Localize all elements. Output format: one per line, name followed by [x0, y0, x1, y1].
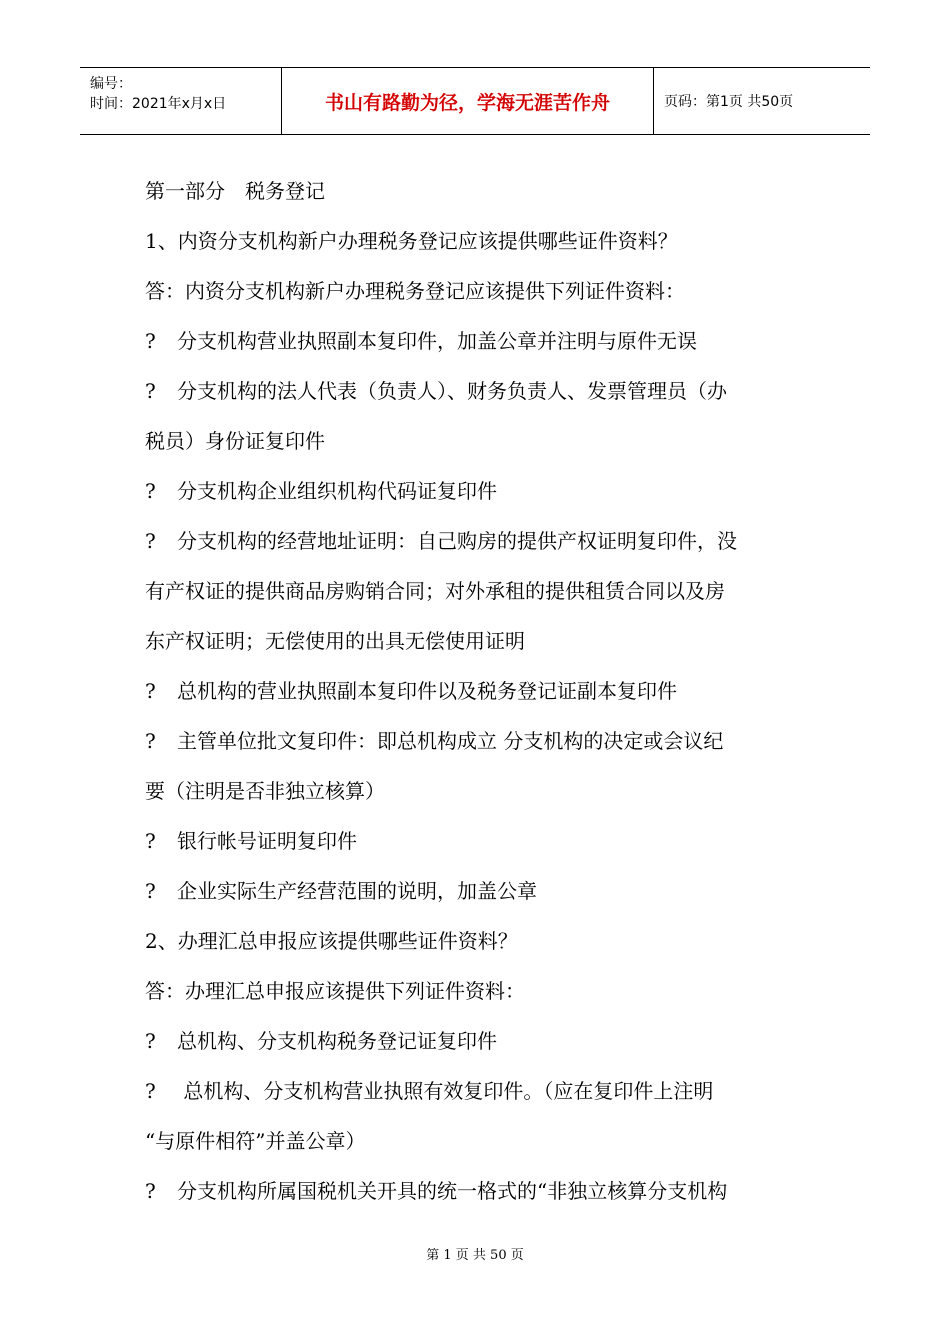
text-line: [145, 416, 810, 466]
text-line: [145, 766, 810, 816]
bullet-marker: ?: [145, 1029, 156, 1053]
line-text: 主管单位批文复印件：即总机构成立 分支机构的决定或会议纪: [177, 729, 724, 753]
text-line: [145, 466, 810, 516]
line-text: 1、内资分支机构新户办理税务登记应该提供哪些证件资料？: [145, 229, 678, 253]
document-header: [80, 67, 870, 135]
text-line: [145, 216, 810, 266]
text-line: [145, 366, 810, 416]
bullet-marker: ?: [145, 729, 156, 753]
line-text: 分支机构所属国税机关开具的统一格式的“非独立核算分支机构: [177, 1179, 728, 1203]
bullet-marker: ?: [145, 1179, 156, 1203]
bullet-marker: ?: [145, 829, 156, 853]
text-line: [145, 716, 810, 766]
line-text: 要（注明是否非独立核算）: [145, 779, 385, 803]
line-text: 2、办理汇总申报应该提供哪些证件资料？: [145, 929, 518, 953]
time-label: 时间：2021年x月x日: [90, 96, 227, 112]
line-text: 银行帐号证明复印件: [177, 829, 357, 853]
line-text: 总机构、分支机构税务登记证复印件: [177, 1029, 497, 1053]
text-line: [145, 1166, 810, 1216]
text-line: [145, 616, 810, 666]
text-line: [145, 1066, 810, 1116]
line-text: 答：办理汇总申报应该提供下列证件资料：: [145, 979, 525, 1003]
line-text: 税员）身份证复印件: [145, 429, 325, 453]
text-line: [145, 566, 810, 616]
document-body: [145, 166, 810, 1216]
bullet-marker: ?: [145, 679, 156, 703]
header-page-info: 页码：第1页 共50页: [664, 94, 794, 110]
line-text: 总机构、分支机构营业执照有效复印件。（应在复印件上注明: [177, 1079, 714, 1103]
text-line: [145, 1116, 810, 1166]
text-line: [145, 966, 810, 1016]
line-text: 企业实际生产经营范围的说明，加盖公章: [177, 879, 537, 903]
bullet-marker: ?: [145, 479, 156, 503]
text-line: [145, 266, 810, 316]
text-line: [145, 916, 810, 966]
line-text: 分支机构营业执照副本复印件，加盖公章并注明与原件无误: [177, 329, 697, 353]
header-meta: [80, 68, 282, 134]
line-text: 第一部分 税务登记: [145, 179, 325, 203]
bullet-marker: ?: [145, 879, 156, 903]
line-text: 东产权证明；无偿使用的出具无偿使用证明: [145, 629, 525, 653]
text-line: [145, 666, 810, 716]
line-text: 分支机构的经营地址证明：自己购房的提供产权证明复印件，没: [177, 529, 737, 553]
text-line: [145, 516, 810, 566]
header-motto: 书山有路勤为径，学海无涯苦作舟: [282, 68, 654, 134]
line-text: 分支机构的法人代表（负责人）、财务负责人、发票管理员（办: [177, 379, 727, 403]
line-text: “与原件相符”并盖公章）: [145, 1129, 366, 1153]
line-text: 分支机构企业组织机构代码证复印件: [177, 479, 497, 503]
number-label: 编号：: [90, 76, 132, 92]
text-line: [145, 1016, 810, 1066]
text-line: [145, 166, 810, 216]
bullet-marker: ?: [145, 529, 156, 553]
line-text: 有产权证的提供商品房购销合同；对外承租的提供租赁合同以及房: [145, 579, 725, 603]
text-line: [145, 866, 810, 916]
bullet-marker: ?: [145, 329, 156, 353]
line-text: 答：内资分支机构新户办理税务登记应该提供下列证件资料：: [145, 279, 685, 303]
page-footer: 第 1 页 共 50 页: [426, 1248, 524, 1263]
bullet-marker: ?: [145, 379, 156, 403]
bullet-marker: ?: [145, 1079, 156, 1103]
text-line: [145, 816, 810, 866]
text-line: [145, 316, 810, 366]
line-text: 总机构的营业执照副本复印件以及税务登记证副本复印件: [177, 679, 677, 703]
